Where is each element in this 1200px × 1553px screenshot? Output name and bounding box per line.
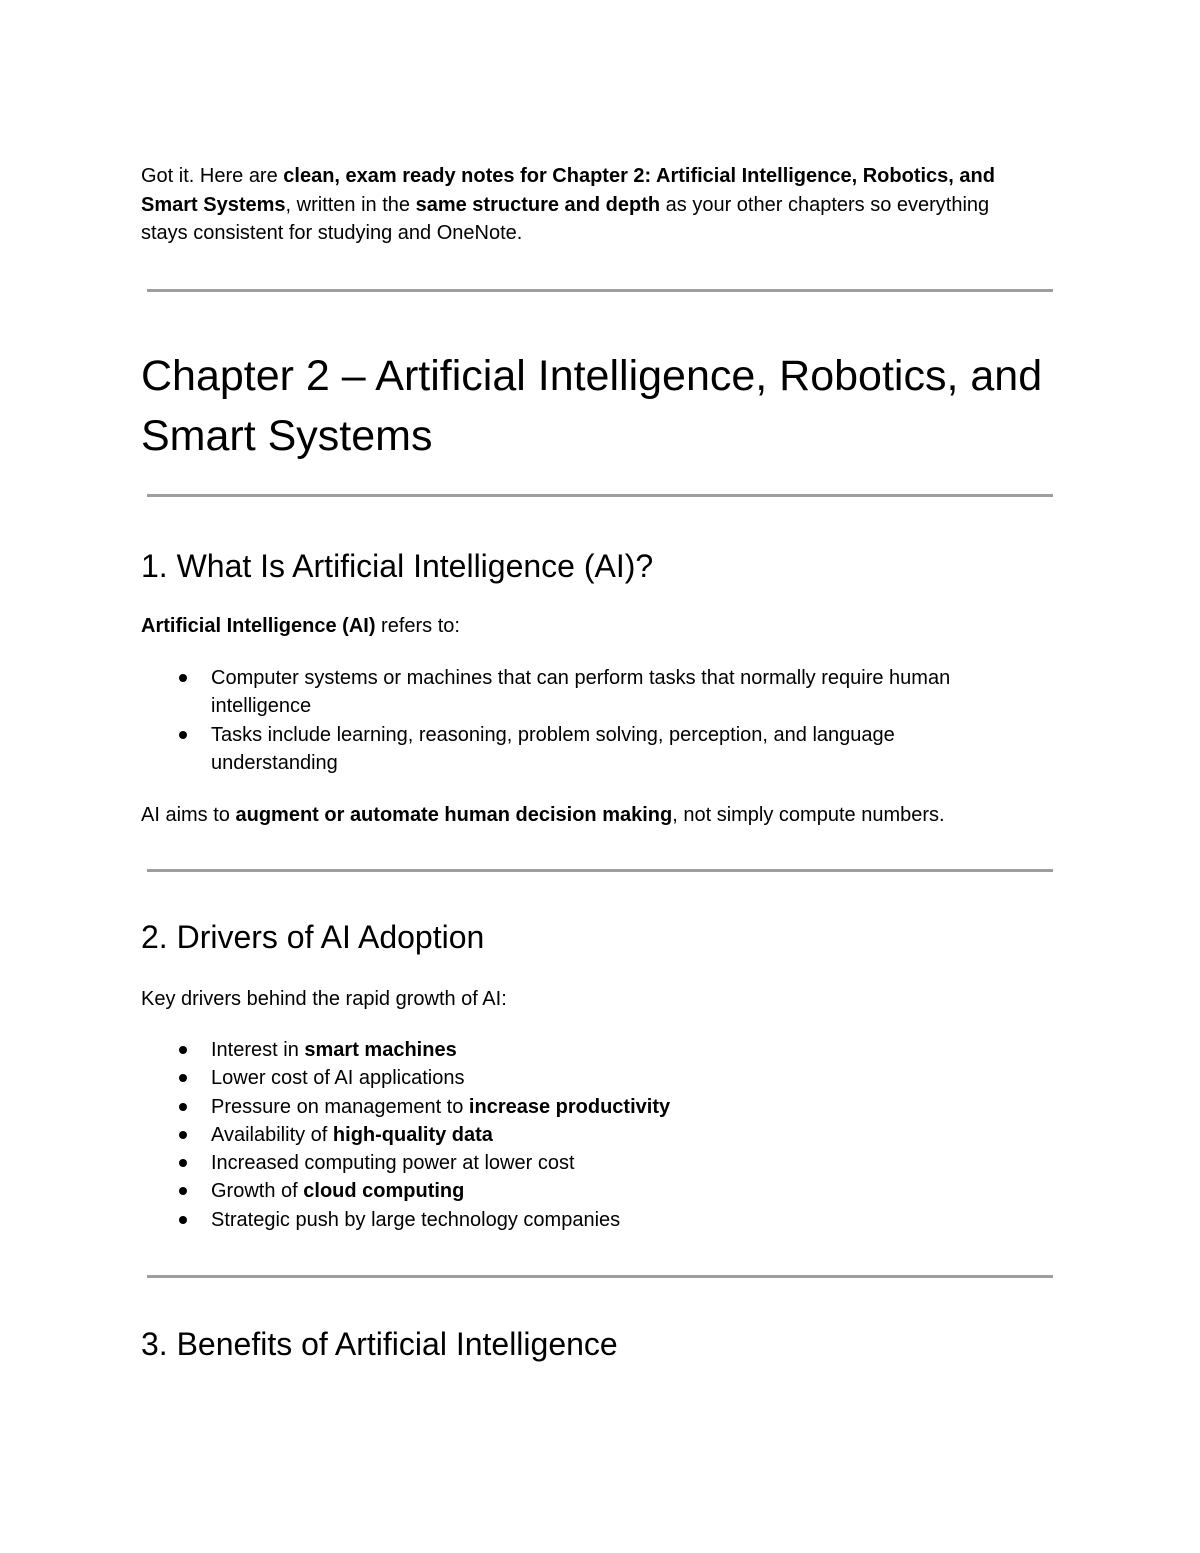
bullet-icon bbox=[179, 731, 187, 739]
list-item bbox=[141, 1064, 1021, 1092]
list-item bbox=[141, 1177, 1021, 1205]
list-item bbox=[141, 1093, 1021, 1121]
section-3-heading: 3. Benefits of Artificial Intelligence bbox=[141, 1326, 618, 1362]
divider bbox=[147, 869, 1053, 872]
list-item bbox=[141, 1206, 1021, 1234]
intro-paragraph bbox=[141, 162, 1041, 248]
list-item-text: Tasks include learning, reasoning, problem solving, perception, and language understanding bbox=[211, 723, 895, 774]
list-item-bold: smart machines bbox=[304, 1039, 457, 1061]
section-1-closing-text-1: AI aims to bbox=[141, 804, 236, 826]
list-item-text: Growth of bbox=[211, 1180, 304, 1203]
list-item-text: Computer systems or machines that can perform tasks that normally require human intelligence bbox=[211, 667, 951, 718]
section-1-lead bbox=[141, 612, 1061, 640]
bullet-icon bbox=[179, 1216, 187, 1224]
section-2-bullet-list bbox=[141, 1036, 1021, 1234]
section-1-bullet-list bbox=[141, 664, 1021, 777]
intro-bold-2: same structure and depth bbox=[415, 193, 661, 216]
section-1-closing bbox=[141, 801, 1061, 829]
list-item-text: Increased computing power at lower cost bbox=[211, 1152, 575, 1175]
list-item bbox=[141, 1121, 1021, 1149]
bullet-icon bbox=[179, 1159, 187, 1167]
bullet-icon bbox=[179, 1046, 187, 1054]
section-1-lead-rest: refers to: bbox=[375, 615, 460, 637]
section-1-lead-bold: Artificial Intelligence (AI) bbox=[141, 615, 376, 637]
section-2-lead: Key drivers behind the rapid growth of AI: bbox=[141, 988, 507, 1010]
bullet-icon bbox=[179, 1187, 187, 1195]
intro-text-2: , written in the bbox=[285, 193, 416, 216]
list-item-text: Interest in bbox=[211, 1039, 305, 1061]
divider bbox=[147, 289, 1053, 292]
section-2-heading: 2. Drivers of AI Adoption bbox=[141, 919, 485, 955]
list-item-text: Availability of bbox=[211, 1123, 333, 1146]
intro-text-1: Got it. Here are bbox=[141, 165, 284, 187]
section-1-heading: 1. What Is Artificial Intelligence (AI)? bbox=[141, 548, 654, 584]
list-item bbox=[141, 1149, 1021, 1177]
bullet-icon bbox=[179, 674, 187, 682]
divider bbox=[147, 494, 1053, 497]
section-1-closing-bold: augment or automate human decision making bbox=[235, 804, 673, 826]
intro-bold-1: clean, exam ready notes for Chapter 2: Artificial Intelligence, Robotics, and Smart Systems bbox=[141, 165, 995, 216]
list-item bbox=[141, 721, 1021, 778]
bullet-icon bbox=[179, 1131, 187, 1139]
list-item-bold: cloud computing bbox=[303, 1180, 465, 1203]
intro-text-3: as your other chapters so everything stays consistent for studying and OneNote. bbox=[141, 193, 990, 244]
list-item-text: Lower cost of AI applications bbox=[211, 1067, 465, 1090]
bullet-icon bbox=[179, 1074, 187, 1082]
list-item-text: Pressure on management to bbox=[211, 1095, 469, 1118]
list-item bbox=[141, 664, 1021, 721]
bullet-icon bbox=[179, 1103, 187, 1111]
list-item-text: Strategic push by large technology companies bbox=[211, 1208, 621, 1231]
divider bbox=[147, 1275, 1053, 1278]
section-1-closing-text-2: , not simply compute numbers. bbox=[672, 804, 945, 826]
list-item bbox=[141, 1036, 1021, 1064]
list-item-bold: increase productivity bbox=[468, 1095, 671, 1118]
chapter-title: Chapter 2 – Artificial Intelligence, Robotics, and Smart Systems bbox=[141, 352, 1043, 460]
list-item-bold: high-quality data bbox=[332, 1123, 493, 1146]
